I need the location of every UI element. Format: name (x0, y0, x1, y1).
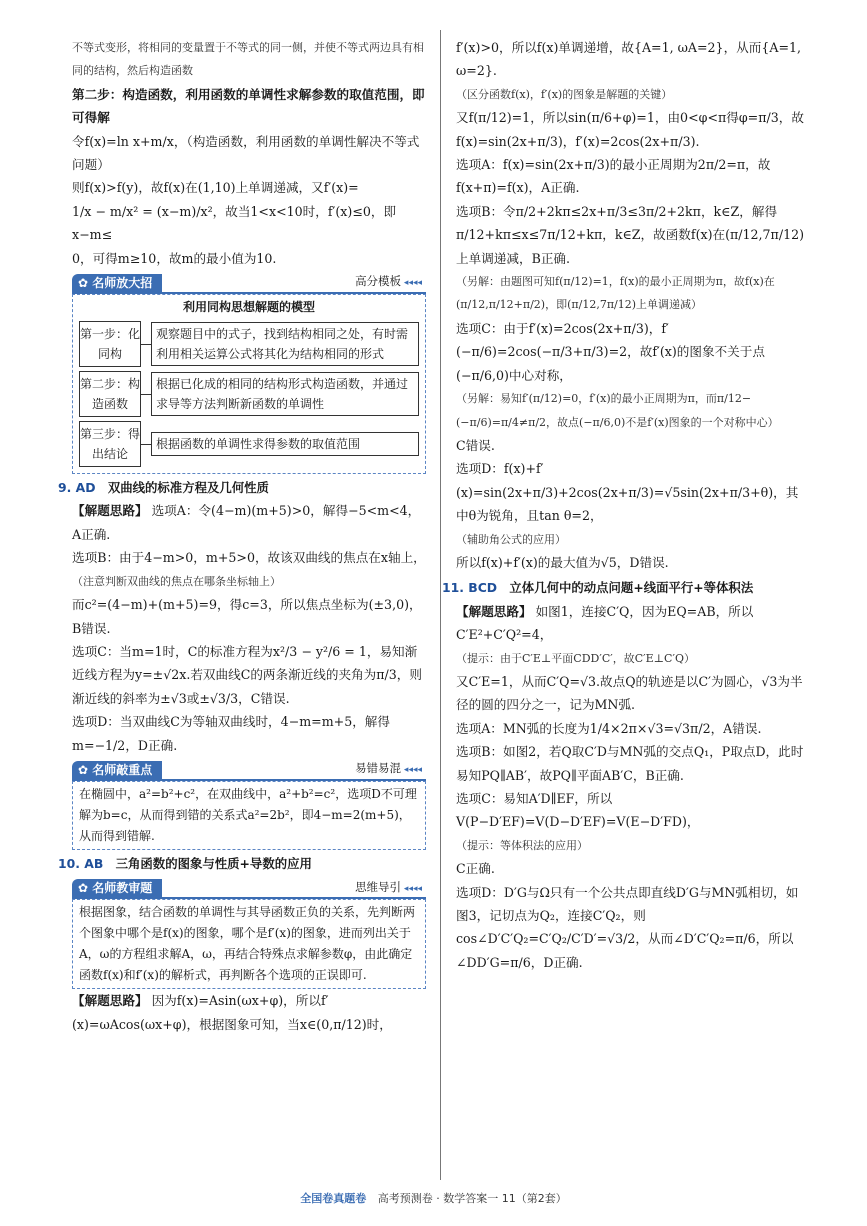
q9-answer: 9. AD (58, 480, 96, 496)
template-connector (141, 394, 151, 395)
right-column (442, 36, 808, 974)
template-step-name: 第二步：构造函数 (79, 371, 141, 417)
guide-box (72, 899, 426, 989)
template-step-name: 第一步：化同构 (79, 321, 141, 367)
q11-intro-text: 如图1，连接C′Q，因为EQ=AB，所以C′E²+C′Q²=4， (456, 603, 754, 643)
error-bar-label: 易错易混 ◂◂◂◂ (355, 757, 426, 782)
template-bar-title: ✿ 名师放大招 (72, 274, 162, 292)
template-step-desc: 观察题目中的式子，找到结构相同之处，有时需利用相关运算公式将其化为结构相同的形式 (151, 322, 419, 366)
q10-intro-text: 因为f(x)=Asin(ωx+φ)，所以f′(x)=ωAcos(ωx+φ)，根据图象可知，当x∈(0,π/12)时， (72, 993, 392, 1032)
q10-option-d: 选项D：f(x)+f′(x)=sin(2x+π/3)+2cos(2x+π/3)=√5sin(2x+π/3+θ)，其中θ为锐角，且tan θ=2， (456, 461, 799, 524)
q11-intro-note: （提示：由于C′E⊥平面CDD′C′，故C′E⊥C′Q） (456, 651, 695, 665)
q9-option-a (72, 499, 426, 546)
q11-option-c-note: （提示：等体积法的应用） (456, 838, 588, 852)
guide-bar-label: 思维导引 ◂◂◂◂ (355, 876, 426, 901)
template-step-desc: 根据已化成的相同的结构形式构造函数，并通过求导等方法判断新函数的单调性 (151, 372, 419, 416)
template-step-row (79, 371, 419, 417)
q11-locus: 又C′E=1，从而C′Q=√3.故点Q的轨迹是以C′为圆心，√3为半径的圆的四分之一，记为MN弧. (456, 673, 803, 713)
q10-answer: 10. AB (58, 855, 104, 871)
q10-option-b: 选项B：令π/2+2kπ≤2x+π/3≤3π/2+2kπ，k∈Z，解得π/12+kπ≤x≤7π/12+kπ，k∈Z，故函数f(x)在(π/12,7π/12)上单调递减，B正确. (456, 203, 805, 266)
q11-option-c-end: C正确. (456, 861, 495, 877)
q11-answer: 11. BCD (442, 580, 498, 596)
q10-phi: 又f(π/12)=1，所以sin(π/6+φ)=1，由0<φ<π得φ=π/3，故f(x)=sin(2x+π/3)，f′(x)=2cos(2x+π/3). (456, 110, 804, 149)
q10-intro (72, 989, 426, 1036)
left-column (58, 36, 426, 1036)
q9-title: 双曲线的标准方程及几何性质 (107, 480, 269, 496)
template-box (72, 294, 426, 474)
column-divider (440, 30, 441, 1180)
template-step-row (79, 421, 419, 467)
q10-option-c-note: （另解：易知f′(π/12)=0，f′(x)的最小正周期为π，而π/12−(−π/6)=π/4≠π/2，故点(−π/6,0)不是f′(x)图象的一个对称中心） (456, 392, 779, 429)
q11-option-d: 选项D：D′G与Ω只有一个公共点即直线D′G与MN弧相切，如图3，记切点为Q₂，连接C′Q₂，则cos∠D′C′Q₂=C′Q₂/C′D′=√3/2，从而∠D′C′Q₂=π/6，所以∠DD′G=π/6，D正确. (456, 884, 799, 970)
monotone-paragraph-c: 0，可得m≥10，故m的最小值为10. (72, 250, 277, 266)
template-step-row (79, 321, 419, 367)
template-bar-label: 高分模板 ◂◂◂◂ (355, 270, 426, 295)
q10-option-a: 选项A：f(x)=sin(2x+π/3)的最小正周期为2π/2=π，故f(x+π)=f(x)，A正确. (456, 157, 771, 196)
q9-tag: 【解题思路】 (72, 503, 148, 519)
q9-option-a-text: 选项A：令(4−m)(m+5)>0，解得−5<m<4，A正确. (72, 503, 421, 542)
q10-tag: 【解题思路】 (72, 993, 148, 1009)
error-bar (72, 761, 426, 781)
q11-tag: 【解题思路】 (456, 603, 532, 619)
guide-bar-title: ✿ 名师教审题 (72, 879, 162, 897)
template-bar (72, 274, 426, 294)
construct-paragraph: 令f(x)=ln x+m/x，（构造函数，利用函数的单调性解决不等式问题） (72, 133, 420, 173)
error-bar-title: ✿ 名师敲重点 (72, 761, 162, 779)
q11-option-c: 选项C：易知A′D∥EF，所以V(P−D′EF)=V(D−D′EF)=V(E−D′FD)， (456, 791, 700, 830)
footer-text: 高考预测卷 · 数学答案一 11（第2套） (377, 1192, 567, 1205)
monotone-paragraph-a: 则f(x)>f(y)，故f(x)在(1,10)上单调递减，又f′(x)= (72, 180, 359, 196)
q9-heading (58, 476, 426, 499)
q10-option-d-end: 所以f(x)+f′(x)的最大值为√5，D错误. (456, 554, 669, 570)
q10-title: 三角函数的图象与性质+导数的应用 (115, 855, 312, 871)
q9-option-c: 选项C：当m=1时，C的标准方程为x²/3 − y²/6 = 1，易知渐近线方程为y=±√2x.若双曲线C的两条渐近线的夹角为π/3，则渐近线的斜率为±√3或±√3/3，C错误. (72, 643, 422, 706)
q10-option-c: 选项C：由于f′(x)=2cos(2x+π/3)，f′(−π/6)=2cos(−π/3+π/3)=2，故f′(x)的图象不关于点(−π/6,0)中心对称， (456, 320, 765, 383)
template-step-desc: 根据函数的单调性求得参数的取值范围 (151, 432, 419, 456)
guide-bar (72, 879, 426, 899)
q10-option-d-note: （辅助角公式的应用） (456, 532, 566, 546)
q9-option-b-cont: 而c²=(4−m)+(m+5)=9，得c=3，所以焦点坐标为(±3,0)，B错误. (72, 597, 422, 636)
q10-option-c-end: C错误. (456, 437, 495, 453)
page-footer (0, 1190, 867, 1206)
q11-heading (442, 576, 808, 599)
q10-system-note: （区分函数f(x)，f′(x)的图象是解题的关键） (456, 87, 673, 101)
template-connector (141, 444, 151, 445)
q9-option-b: 选项B：由于4−m>0，m+5>0，故该双曲线的焦点在x轴上， (72, 550, 426, 566)
step2-heading: 第二步：构造函数，利用函数的单调性求解参数的取值范围，即可得解 (72, 86, 425, 126)
intro-note: 不等式变形，将相同的变量置于不等式的同一侧，并使不等式两边具有相同的结构，然后构造函数 (72, 41, 424, 78)
template-title: 利用同构思想解题的模型 (182, 300, 315, 315)
q10-heading (58, 852, 426, 875)
q9-option-d: 选项D：当双曲线C为等轴双曲线时，4−m=m+5，解得m=−1/2，D正确. (72, 714, 390, 753)
guide-text: 根据图象，结合函数的单调性与其导函数正负的关系，先判断两个图象中哪个是f(x)的图象，哪个是f′(x)的图象，进而列出关于A，ω的方程组求解A，ω，再结合特殊点求解参数φ，由此确定函数f(x)和f′(x)的解析式，再判断各个选项的正误即可. (79, 905, 416, 983)
footer-logo: 全国卷真题卷 (300, 1192, 367, 1205)
monotone-paragraph-b: 1/x − m/x² = (x−m)/x²，故当1<x<10时，f′(x)≤0，即x−m≤ (72, 203, 397, 243)
template-connector (141, 344, 151, 345)
q11-option-a: 选项A：MN弧的长度为1/4×2π×√3=√3π/2，A错误. (456, 720, 762, 736)
error-box (72, 781, 426, 850)
template-step-name: 第三步：得出结论 (79, 421, 141, 467)
q11-intro (456, 600, 808, 647)
q10-system: f′(x)>0，所以f(x)单调递增，故{A=1, ωA=2}，从而{A=1, ω=2}. (456, 40, 802, 79)
q11-option-b: 选项B：如图2，若Q取C′D与MN弧的交点Q₁，P取点D，此时易知PQ∥AB′，故PQ∥平面AB′C，B正确. (456, 744, 804, 783)
error-text: 在椭圆中，a²=b²+c²，在双曲线中，a²+b²=c²，选项D不可理解为b=c，从而得到错的关系式a²=2b²，即4−m=2(m+5)，从而得到错解. (79, 786, 417, 843)
q9-option-b-note: （注意判断双曲线的焦点在哪条坐标轴上） (72, 574, 281, 588)
q11-title: 立体几何中的动点问题+线面平行+等体积法 (509, 580, 754, 596)
q10-option-b-note: （另解：由题图可知f(π/12)=1，f(x)的最小正周期为π，故f(x)在(π/12,π/12+π/2)，即(π/12,7π/12)上单调递减） (456, 275, 775, 312)
